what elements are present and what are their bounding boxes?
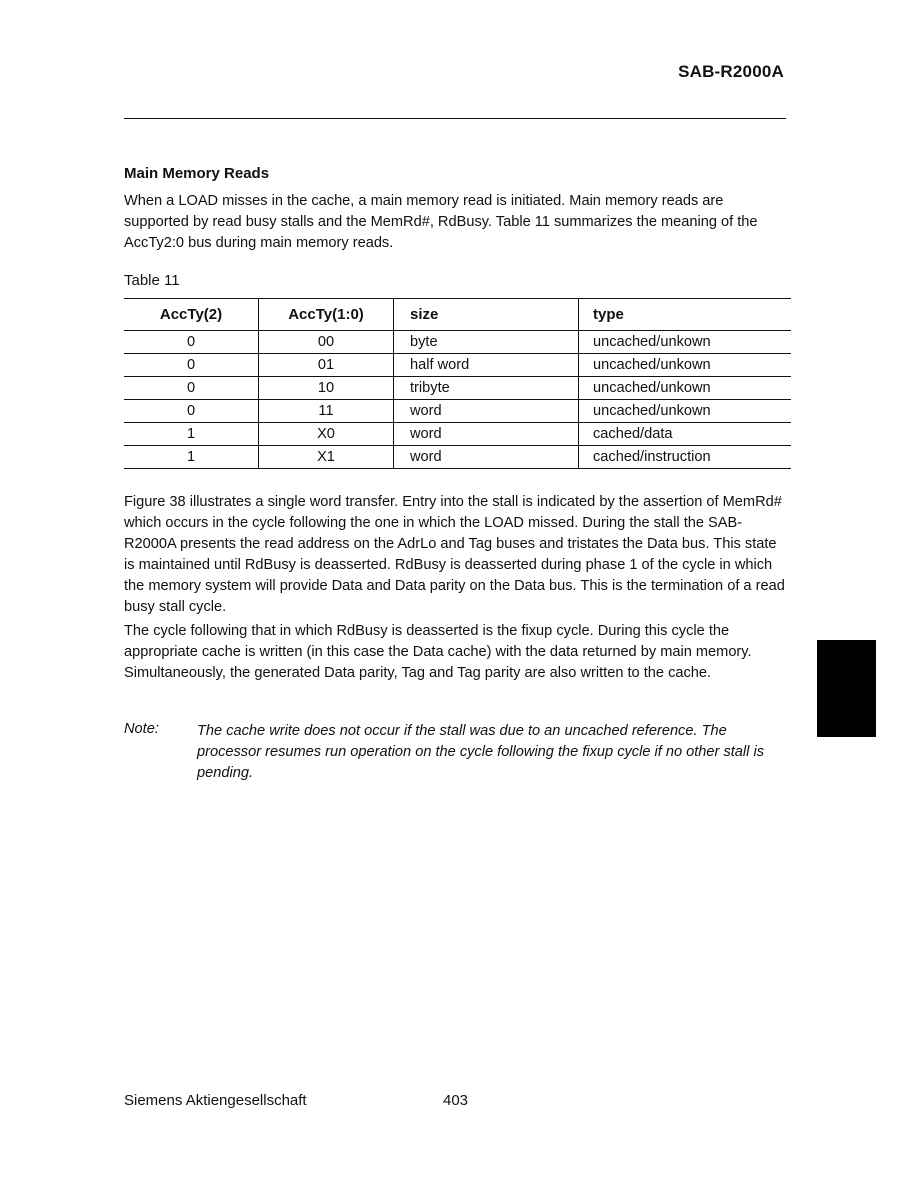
table-cell: 10 [259,377,394,400]
table-cell: word [394,423,579,446]
table-row [124,400,791,423]
table-row [124,377,791,400]
table-cell: word [394,446,579,469]
column-header-accty2: AccTy(2) [124,299,259,331]
fixup-cycle-paragraph: The cycle following that in which RdBusy is deasserted is the fixup cycle. During this cycle the appropriate cache is written (in this case the Data cache) with the data returned by main memory. Simultaneously, the generated Data parity, Tag and Tag parity are also written to the cache. [124,623,752,681]
chapter-edge-tab [817,640,876,737]
table-cell: byte [394,331,579,354]
intro-paragraph: When a LOAD misses in the cache, a main memory read is initiated. Main memory reads are supported by read busy stalls and the MemRd#, RdBusy. Table 11 summarizes the meaning of the AccTy2:0 bus during main memory reads. [124,193,758,251]
table-cell: half word [394,354,579,377]
table-cell: 01 [259,354,394,377]
table-cell: uncached/unkown [579,331,792,354]
table-cell: X0 [259,423,394,446]
table-cell: uncached/unkown [579,400,792,423]
footer-company: Siemens Aktiengesellschaft [124,1092,307,1109]
table-cell: word [394,400,579,423]
table-cell: tribyte [394,377,579,400]
table-row [124,423,791,446]
table-cell: 0 [124,400,259,423]
table-cell: cached/data [579,423,792,446]
section-title: Main Memory Reads [124,165,270,182]
table-cell: 00 [259,331,394,354]
table-cell: cached/instruction [579,446,792,469]
table-caption: Table 11 [124,272,180,289]
table-row [124,354,791,377]
table-cell: uncached/unkown [579,354,792,377]
table-cell: 1 [124,423,259,446]
column-header-size: size [394,299,579,331]
column-header-accty10: AccTy(1:0) [259,299,394,331]
table-header-row [124,299,791,331]
acc-type-table [124,298,791,469]
figure-description-paragraph: Figure 38 illustrates a single word transfer. Entry into the stall is indicated by the assertion of MemRd# which occurs in the cycle following the one in which the LOAD missed. During the stall the SAB-R2000A presents the read address on the AdrLo and Tag buses and tristates the Data bus. This state is maintained until RdBusy is deasserted. RdBusy is deasserted during phase 1 of the cycle in which the memory system will provide Data and Data parity on the Data bus. This is the termination of a read busy stall cycle. [124,494,785,615]
table-cell: 0 [124,377,259,400]
table-cell: 0 [124,354,259,377]
note-label: Note: [124,721,159,737]
page-header-title: SAB-R2000A [678,62,784,81]
table-cell: X1 [259,446,394,469]
header-rule [124,118,786,119]
table-cell: 1 [124,446,259,469]
table-cell: uncached/unkown [579,377,792,400]
footer-page-number: 403 [443,1092,469,1109]
table-row [124,331,791,354]
table-row [124,446,791,469]
column-header-type: type [579,299,792,331]
table-cell: 11 [259,400,394,423]
table-cell: 0 [124,331,259,354]
note-text: The cache write does not occur if the stall was due to an uncached reference. The processor resumes run operation on the cycle following the fixup cycle if no other stall is pending. [197,723,765,781]
